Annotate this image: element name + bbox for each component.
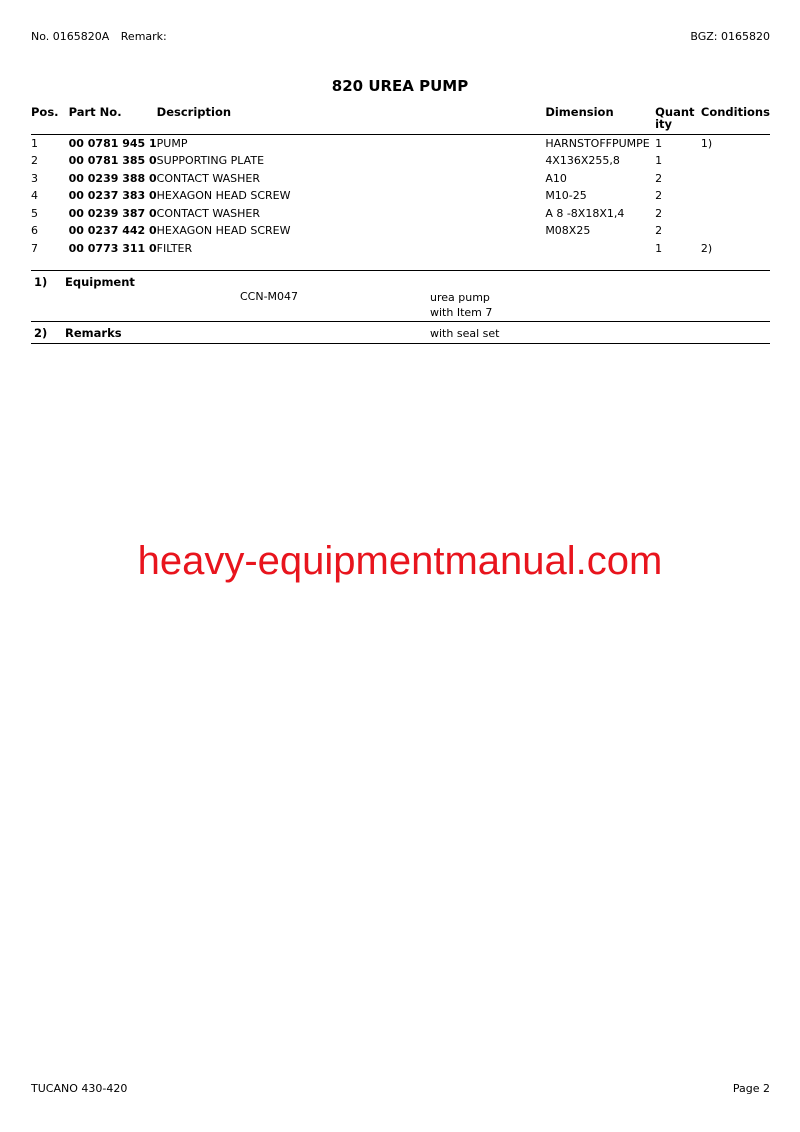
column-header-conditions: Conditions [701, 104, 770, 135]
row-description: CONTACT WASHER [156, 171, 260, 185]
row-pos: 6 [31, 224, 38, 238]
footer-model: TUCANO 430-420 [31, 1082, 128, 1095]
row-part-no: 00 0773 311 0 [68, 241, 157, 255]
row-pos: 1 [31, 136, 38, 150]
row-dimension: M10-25 [545, 189, 587, 203]
row-dimension: A 8 -8X18X1,4 [545, 206, 625, 220]
equipment-code: CCN-M047 [240, 290, 299, 303]
table-row [31, 188, 770, 206]
row-conditions [701, 188, 770, 206]
column-header-part-no: Part No. [69, 104, 157, 135]
row-conditions [701, 205, 770, 223]
row-dimension: A10 [545, 171, 567, 185]
watermark-url: heavy-equipmentmanual.com [137, 539, 663, 583]
note-number: 1) [34, 275, 48, 289]
row-conditions [701, 170, 770, 188]
document-number: No. 0165820A [31, 30, 110, 43]
remarks-note [31, 321, 770, 344]
row-part-no: 00 0781 945 1 [68, 136, 157, 150]
row-conditions: 2) [700, 241, 713, 255]
row-dimension: M08X25 [545, 224, 591, 238]
equipment-note [31, 270, 770, 321]
row-part-no: 00 0781 385 0 [68, 154, 157, 168]
row-description: SUPPORTING PLATE [156, 154, 265, 168]
row-part-no: 00 0237 442 0 [68, 224, 157, 238]
row-pos: 7 [31, 241, 38, 255]
row-part-no: 00 0239 387 0 [68, 206, 157, 220]
row-part-no: 00 0237 383 0 [68, 189, 157, 203]
table-row [31, 240, 770, 258]
table-header-row [31, 104, 770, 135]
remark-label: Remark: [120, 30, 167, 43]
document-header-left [31, 30, 167, 43]
row-conditions: 1) [700, 136, 713, 150]
note-text [430, 326, 499, 341]
row-conditions [701, 153, 770, 171]
note-text-line: with seal set [430, 327, 500, 340]
row-quantity: 2 [655, 189, 663, 203]
table-row [31, 170, 770, 188]
column-header-pos: Pos. [31, 104, 69, 135]
row-description: PUMP [156, 136, 188, 150]
row-quantity: 2 [655, 171, 663, 185]
row-quantity: 2 [655, 224, 663, 238]
row-dimension [545, 240, 655, 258]
row-description: HEXAGON HEAD SCREW [156, 224, 291, 238]
quantity-header-label: Quantity [655, 105, 695, 131]
footer-page-number: Page 2 [732, 1082, 770, 1095]
row-pos: 4 [31, 189, 38, 203]
row-quantity: 1 [655, 154, 663, 168]
bgz-number: BGZ: 0165820 [690, 30, 770, 43]
row-part-no: 00 0239 388 0 [68, 171, 157, 185]
row-pos: 5 [31, 206, 38, 220]
parts-table [31, 104, 770, 258]
row-dimension: 4X136X255,8 [545, 154, 620, 168]
column-header-quantity [655, 104, 701, 135]
column-header-description: Description [157, 104, 546, 135]
note-heading: Remarks [65, 326, 122, 340]
column-header-dimension: Dimension [545, 104, 655, 135]
table-row [31, 153, 770, 171]
row-quantity: 1 [655, 241, 663, 255]
row-description: FILTER [156, 241, 193, 255]
table-row [31, 223, 770, 241]
row-conditions [701, 223, 770, 241]
row-quantity: 2 [655, 206, 663, 220]
note-text [430, 290, 492, 320]
page-title: 820 UREA PUMP [331, 77, 469, 95]
row-description: CONTACT WASHER [156, 206, 260, 220]
table-row [31, 205, 770, 223]
notes-section [31, 270, 770, 344]
note-number: 2) [34, 326, 48, 340]
row-pos: 3 [31, 171, 38, 185]
table-row [31, 135, 770, 153]
note-text-line: with Item 7 [430, 306, 493, 319]
note-text-line: urea pump [430, 291, 490, 304]
row-description: HEXAGON HEAD SCREW [156, 189, 291, 203]
note-heading: Equipment [65, 275, 135, 289]
row-quantity: 1 [655, 136, 663, 150]
row-dimension: HARNSTOFFPUMPE [545, 136, 650, 150]
row-pos: 2 [31, 154, 38, 168]
